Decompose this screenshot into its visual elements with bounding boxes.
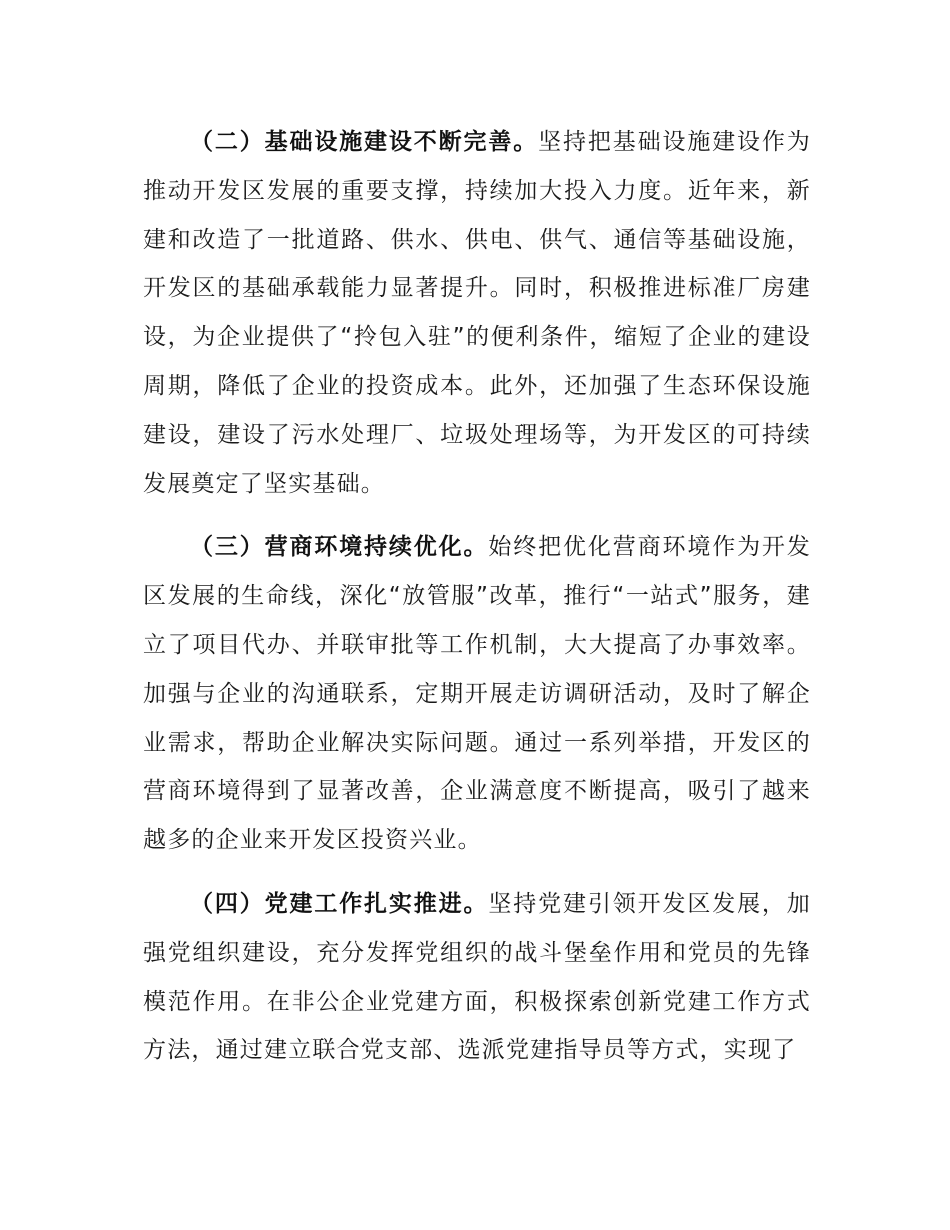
paragraph-text: 坚持党建引领开发区发展，加强党组织建设，充分发挥党组织的战斗堡垒作用和党员的先锋模范作用。在非公企业党建方面，积极探索创新党建工作方式方法，通过建立联合党支部、选派党建指导员等方式，实现了 xyxy=(143,890,811,1064)
paragraph-text: 始终把优化营商环境作为开发区发展的生命线，深化“放管服”改革，推行“一站式”服务，建立了项目代办、并联审批等工作机制，大大提高了办事效率。加强与企业的沟通联系，定期开展走访调研活动，及时了解企业需求，帮助企业解决实际问题。通过一系列举措，开发区的营商环境得到了显著改善，企业满意度不断提高，吸引了越来越多的企业来开发区投资兴业。 xyxy=(143,534,811,854)
paragraph-text: 坚持把基础设施建设作为推动开发区发展的重要支撑，持续加大投入力度。近年来，新建和改造了一批道路、供水、供电、供气、通信等基础设施，开发区的基础承载能力显著提升。同时，积极推进标准厂房建设，为企业提供了“拎包入驻”的便利条件，缩短了企业的建设周期，降低了企业的投资成本。此外，还加强了生态环保设施建设，建设了污水处理厂、垃圾处理场等，为开发区的可持续发展奠定了坚实基础。 xyxy=(143,129,811,497)
paragraph-infrastructure xyxy=(143,118,811,508)
paragraph-business-environment xyxy=(143,523,811,865)
document-body xyxy=(143,118,811,1090)
paragraph-heading: （三）营商环境持续优化。 xyxy=(190,534,489,561)
paragraph-party-building xyxy=(143,880,811,1075)
paragraph-heading: （四）党建工作扎实推进。 xyxy=(190,890,489,917)
paragraph-heading: （二）基础设施建设不断完善。 xyxy=(190,129,539,155)
